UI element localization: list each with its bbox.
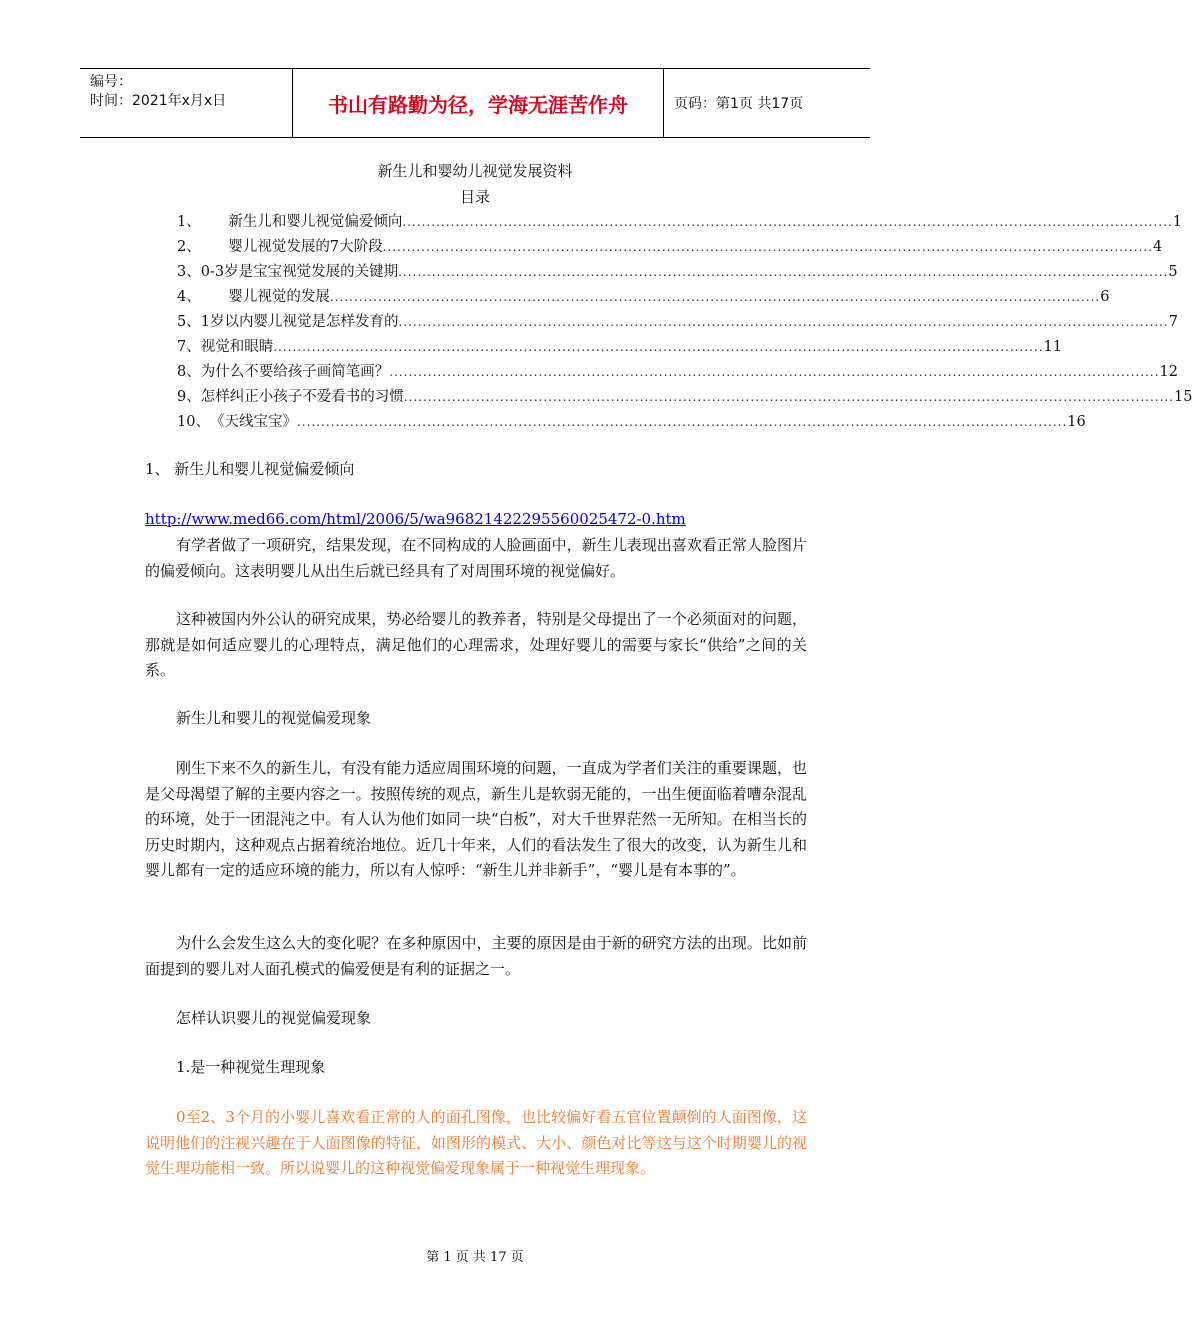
toc-entry[interactable]	[177, 210, 1182, 235]
subheading: 新生儿和婴儿的视觉偏爱现象	[176, 709, 372, 727]
time-label: 时间：2021年x月x日	[90, 93, 227, 109]
toc-number: 3、	[177, 264, 201, 280]
toc-page: 4	[1152, 239, 1163, 255]
toc-leader: ................................................................................................................................................................	[382, 240, 1153, 254]
toc-number: 9、	[177, 389, 201, 405]
toc-page: 12	[1159, 364, 1178, 380]
toc-page: 7	[1168, 314, 1179, 330]
header-page-info: 页码：第1页 共17页	[674, 96, 804, 112]
toc-number: 5、	[177, 314, 201, 330]
toc-leader: ................................................................................................................................................................	[403, 390, 1175, 404]
toc-entry[interactable]	[177, 385, 1193, 410]
toc-entry[interactable]	[177, 410, 1086, 435]
toc-label: 1岁以内婴儿视觉是怎样发育的	[200, 314, 399, 330]
toc-page: 6	[1100, 289, 1110, 305]
paragraph: 为什么会发生这么大的变化呢？在多种原因中，主要的原因是由于新的研究方法的出现。比如前面提到的婴儿对人面孔模式的偏爱便是有利的证据之一。	[145, 934, 807, 978]
toc-label: 《天线宝宝》	[209, 414, 297, 430]
toc-entry[interactable]	[177, 335, 1062, 360]
toc-number: 8、	[177, 364, 201, 380]
subheading: 怎样认识婴儿的视觉偏爱现象	[176, 1009, 372, 1027]
toc-label: 婴儿视觉的发展	[228, 289, 330, 305]
toc-leader: ................................................................................................................................................................	[273, 340, 1044, 354]
toc-label: 新生儿和婴儿视觉偏爱倾向	[228, 214, 403, 230]
toc-page: 1	[1172, 214, 1182, 230]
toc-entry[interactable]	[177, 260, 1178, 285]
toc-leader: ................................................................................................................................................................	[329, 290, 1101, 304]
toc-number: 4、	[177, 289, 229, 305]
toc-page: 15	[1174, 389, 1193, 405]
section-heading: 1、 新生儿和婴儿视觉偏爱倾向	[145, 460, 355, 478]
toc-leader: ................................................................................................................................................................	[402, 215, 1173, 229]
toc-number: 1、	[177, 214, 229, 230]
toc-title: 目录	[459, 188, 490, 206]
page-footer: 第 1 页 共 17 页	[426, 1250, 524, 1265]
toc-number: 7、	[177, 339, 201, 355]
toc-label: 0-3岁是宝宝视觉发展的关键期	[200, 264, 399, 280]
toc-entry[interactable]	[177, 285, 1110, 310]
toc-page: 16	[1067, 414, 1086, 430]
paragraph: 这种被国内外公认的研究成果，势必给婴儿的教养者，特别是父母提出了一个必须面对的问题，那就是如何适应婴儿的心理特点，满足他们的心理需求，处理好婴儿的需要与家长“供给”之间的关系。	[145, 610, 807, 679]
toc-label: 婴儿视觉发展的7大阶段	[228, 239, 383, 255]
toc-leader: ................................................................................................................................................................	[389, 365, 1160, 379]
toc-entry[interactable]	[177, 360, 1178, 385]
toc-leader: ................................................................................................................................................................	[398, 265, 1169, 279]
toc-page: 11	[1043, 339, 1062, 355]
source-link[interactable]: http://www.med66.com/html/2006/5/wa96821422295560025472-0.htm	[145, 510, 686, 528]
toc-entry[interactable]	[177, 235, 1163, 260]
toc-label: 视觉和眼睛	[200, 339, 274, 355]
page-header	[80, 68, 870, 138]
header-motto: 书山有路勤为径，学海无涯苦作舟	[293, 69, 664, 137]
toc-page: 5	[1168, 264, 1178, 280]
toc-label: 为什么不要给孩子画简笔画？	[200, 364, 390, 380]
toc-label: 怎样纠正小孩子不爱看书的习惯	[200, 389, 404, 405]
table-of-contents	[177, 210, 1193, 435]
toc-number: 10、	[177, 414, 210, 430]
toc-number: 2、	[177, 239, 229, 255]
toc-entry[interactable]	[177, 310, 1179, 335]
number-label: 编号：	[90, 74, 132, 90]
paragraph: 有学者做了一项研究，结果发现，在不同构成的人脸画面中，新生儿表现出喜欢看正常人脸图片的偏爱倾向。这表明婴儿从出生后就已经具有了对周围环境的视觉偏好。	[145, 536, 807, 580]
subheading: 1.是一种视觉生理现象	[176, 1058, 326, 1076]
paragraph: 刚生下来不久的新生儿，有没有能力适应周围环境的问题，一直成为学者们关注的重要课题，也是父母渴望了解的主要内容之一。按照传统的观点，新生儿是软弱无能的，一出生便面临着嘈杂混乱的环境，处于一团混沌之中。有人认为他们如同一块“白板”，对大千世界茫然一无所知。在相当长的历史时期内，这种观点占据着统治地位。近几十年来，人们的看法发生了很大的改变，认为新生儿和婴儿都有一定的适应环境的能力，所以有人惊呼：“新生儿并非新手”，“婴儿是有本事的”。	[145, 759, 807, 879]
header-meta	[80, 69, 293, 137]
toc-leader: ................................................................................................................................................................	[398, 315, 1169, 329]
highlighted-paragraph: 0至2、3个月的小婴儿喜欢看正常的人的面孔图像，也比较偏好看五官位置颠倒的人面图像，这说明他们的注视兴趣在于人面图像的特征，如图形的模式、大小、颜色对比等这与这个时期婴儿的视觉生理功能相一致。所以说婴儿的这种视觉偏爱现象属于一种视觉生理现象。	[145, 1108, 807, 1177]
toc-leader: ................................................................................................................................................................	[296, 415, 1068, 429]
document-title: 新生儿和婴幼儿视觉发展资料	[377, 162, 573, 180]
